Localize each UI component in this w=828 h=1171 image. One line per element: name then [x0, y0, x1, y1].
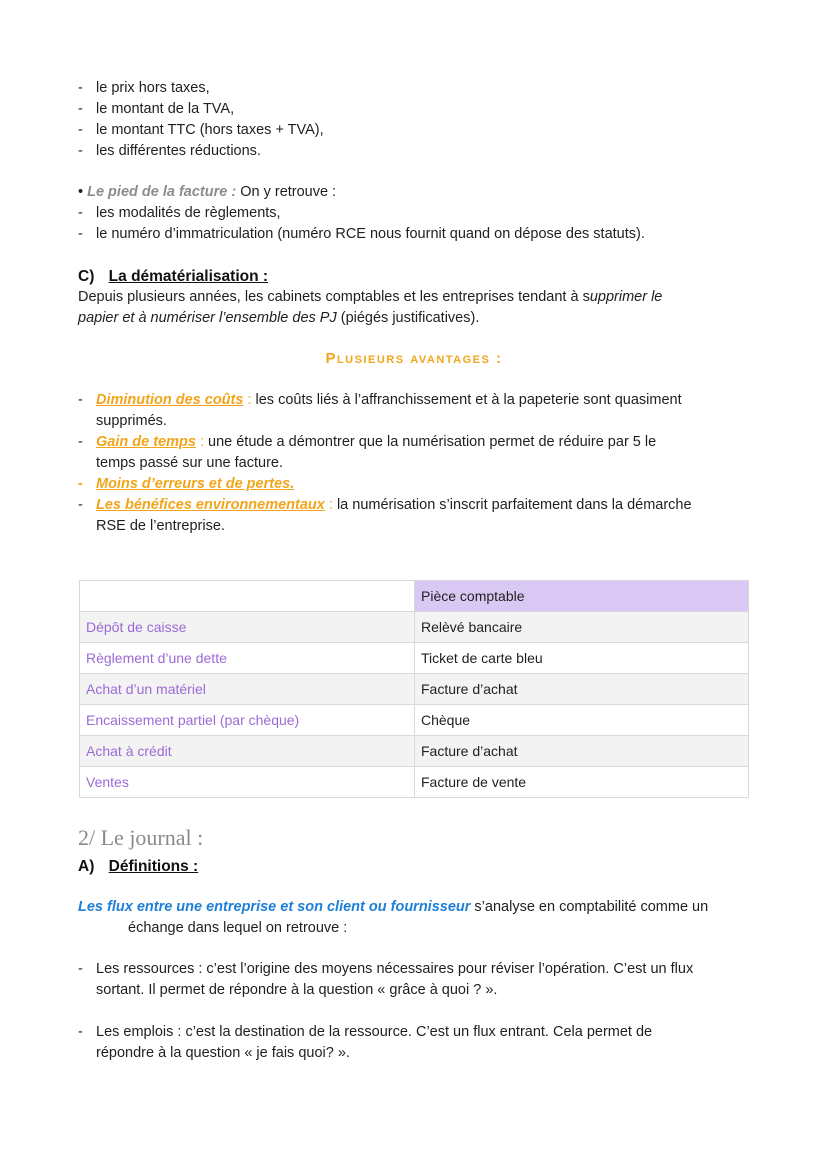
bullet-dash: -	[78, 122, 83, 138]
bullet-dash: -	[78, 476, 83, 492]
bullet-dash: -	[78, 961, 83, 977]
section-c-paragraph-line1	[78, 287, 662, 308]
table-row	[80, 612, 749, 643]
advantage-label: Moins d’erreurs et de pertes.	[96, 476, 295, 492]
journal-sub-letter: A)	[78, 858, 95, 875]
list-item: le montant TTC (hors taxes + TVA),	[96, 122, 324, 138]
bullet-dash: -	[78, 143, 83, 159]
advantage-continuation: supprimés.	[96, 413, 167, 429]
table-row	[80, 736, 749, 767]
footer-section-title: Le pied de la facture :	[87, 184, 237, 200]
flux-line1	[78, 897, 708, 918]
table-row	[80, 767, 749, 798]
table-cell-piece: Chèque	[415, 705, 749, 736]
table-cell-operation: Ventes	[80, 767, 415, 798]
paragraph-text: (piégés justificatives).	[336, 310, 480, 326]
table-cell-operation: Achat à crédit	[80, 736, 415, 767]
table-row	[80, 705, 749, 736]
journal-title: 2/ Le journal :	[78, 825, 204, 850]
list-item: les différentes réductions.	[96, 143, 261, 159]
advantage-label: Gain de temps	[96, 434, 196, 450]
footer-section-heading	[78, 182, 336, 203]
flux-text: s’analyse en comptabilité comme un	[470, 899, 709, 915]
table-cell-piece: Facture d’achat	[415, 674, 749, 705]
table-row	[80, 643, 749, 674]
advantage-item	[96, 432, 656, 453]
table-cell-piece: Relèvé bancaire	[415, 612, 749, 643]
advantage-text: les coûts liés à l’affranchissement et à la papeterie sont quasiment	[251, 392, 682, 408]
table-cell-operation: Dépôt de caisse	[80, 612, 415, 643]
section-c-heading	[78, 266, 268, 287]
list-item: le numéro d’immatriculation (numéro RCE nous fournit quand on dépose des statuts).	[96, 226, 645, 242]
table-cell-piece: Ticket de carte bleu	[415, 643, 749, 674]
advantage-colon: :	[195, 434, 204, 450]
advantages-heading: Plusieurs avantages :	[325, 350, 503, 367]
bullet-dash: -	[78, 80, 83, 96]
flux-bold-text: Les flux entre une entreprise et son client ou fournisseur	[78, 899, 471, 915]
advantage-text: la numérisation s’inscrit parfaitement dans la démarche	[332, 497, 692, 513]
bullet-dash: -	[78, 497, 83, 513]
footer-section-intro: On y retrouve :	[240, 184, 337, 200]
bullet-dot: •	[78, 184, 84, 200]
journal-sub-title: Définitions :	[108, 858, 199, 875]
journal-subheading	[78, 856, 198, 877]
bullet-dash: -	[78, 226, 83, 242]
table-cell-operation: Achat d’un matériel	[80, 674, 415, 705]
advantage-label: Diminution des coûts	[96, 392, 244, 408]
table-cell-piece: Facture d’achat	[415, 736, 749, 767]
advantage-label: Les bénéfices environnementaux	[96, 497, 325, 513]
advantage-continuation: RSE de l’entreprise.	[96, 518, 225, 534]
list-item: le prix hors taxes,	[96, 80, 210, 96]
pieces-comptables-table	[79, 580, 749, 798]
advantage-colon: :	[324, 497, 333, 513]
section-c-title: La dématérialisation :	[108, 268, 269, 285]
list-item: le montant de la TVA,	[96, 101, 235, 117]
advantage-item	[96, 495, 692, 516]
advantage-item	[96, 474, 294, 495]
table-header-row	[80, 581, 749, 612]
table-header-cell: Pièce comptable	[415, 581, 749, 612]
paragraph-italic: papier et à numériser l’ensemble des PJ	[78, 310, 337, 326]
bullet-dash: -	[78, 1024, 83, 1040]
ressources-line2: sortant. Il permet de répondre à la question « grâce à quoi ? ».	[96, 982, 498, 998]
table-row	[80, 674, 749, 705]
advantage-text: une étude a démontrer que la numérisation permet de réduire par 5 le	[203, 434, 657, 450]
section-c-letter: C)	[78, 268, 95, 285]
advantage-item	[96, 390, 682, 411]
table-cell-piece: Facture de vente	[415, 767, 749, 798]
table-cell-operation: Règlement d’une dette	[80, 643, 415, 674]
ressources-line1: Les ressources : c’est l’origine des moyens nécessaires pour réviser l’opération. C’est un flux	[96, 961, 694, 977]
bullet-dash: -	[78, 392, 83, 408]
paragraph-text: Depuis plusieurs années, les cabinets comptables et les entreprises tendant à s	[78, 289, 590, 305]
paragraph-italic: upprimer le	[589, 289, 663, 305]
section-c-paragraph-line2	[78, 308, 479, 329]
advantage-continuation: temps passé sur une facture.	[96, 455, 283, 471]
table-header-cell	[80, 581, 415, 612]
flux-line2: échange dans lequel on retrouve :	[128, 920, 348, 936]
advantage-colon: :	[243, 392, 252, 408]
list-item: les modalités de règlements,	[96, 205, 281, 221]
table-cell-operation: Encaissement partiel (par chèque)	[80, 705, 415, 736]
bullet-dash: -	[78, 101, 83, 117]
emplois-line1: Les emplois : c’est la destination de la ressource. C’est un flux entrant. Cela permet de	[96, 1024, 653, 1040]
bullet-dash: -	[78, 434, 83, 450]
emplois-line2: répondre à la question « je fais quoi? ».	[96, 1045, 350, 1061]
bullet-dash: -	[78, 205, 83, 221]
